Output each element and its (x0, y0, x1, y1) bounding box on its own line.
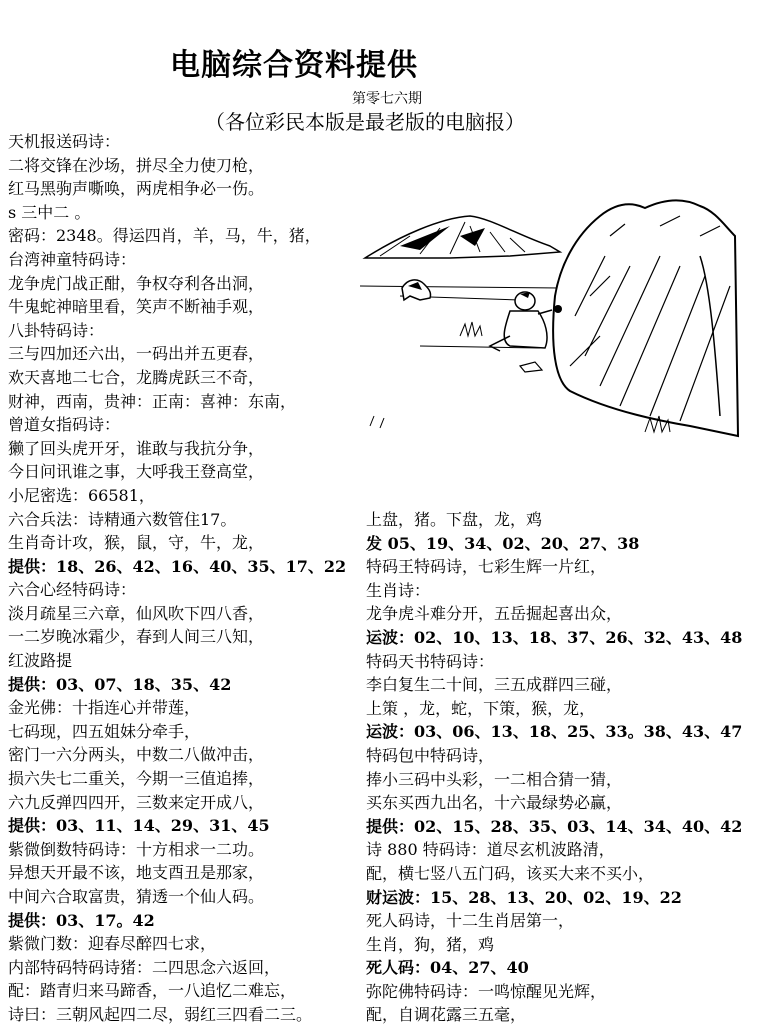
text-line: 内部特码特码诗猪：二四思念六返回， (8, 957, 281, 977)
text-line: 台湾神童特码诗： (8, 249, 137, 269)
text-line: 中间六合取富贵，猜透一个仙人码。 (8, 887, 265, 906)
text-line: 三与四加还六出，一码出并五更春， (8, 344, 265, 364)
number-line: 运波：03、06、13、18、25、33。38、43、47 (366, 722, 743, 742)
page-subtitle: （各位彩民本版是最老版的电脑报） (205, 110, 525, 134)
number-line: 提供：18、26、42、16、40、35、17、22 (8, 556, 347, 576)
text-line: 诗曰：三朝风起四二尽，弱红三四看二三。 (8, 1004, 313, 1024)
number-line: 提供：02、15、28、35、03、14、34、40、42 (366, 816, 743, 836)
text-line: 红马黑驹声嘶唤，两虎相争必一伤。 (8, 179, 265, 199)
number-line: 财运波：15、28、13、20、02、19、22 (366, 887, 682, 907)
text-line: 李白复生二十间，三五成群四三碰， (366, 675, 623, 695)
text-line: 财神，西南，贵神：正南：喜神：东南， (8, 391, 297, 411)
number-line: 死人码：04、27、40 (366, 958, 529, 978)
number-line: 提供：03、07、18、35、42 (8, 674, 232, 694)
text-line: 死人码诗，十二生肖居第一， (366, 911, 575, 931)
issue-number: 第零七六期 (352, 91, 422, 107)
text-line: 金光佛：十指连心并带莲， (8, 698, 201, 718)
text-line: 特码天书特码诗： (366, 651, 495, 671)
text-line: 二将交锋在沙场，拼尽全力使刀枪， (8, 155, 265, 175)
text-line: 红波路提 (8, 651, 73, 671)
text-line: 紫微门数：迎春尽醉四七求， (8, 934, 217, 954)
text-line: 淡月疏星三六章，仙风吹下四八香， (8, 603, 265, 623)
text-line: 欢天喜地二七合，龙腾虎跃三不奇， (8, 367, 265, 387)
text-line: 上策 ，龙，蛇，下策，猴，龙， (366, 698, 596, 718)
text-line: 牛鬼蛇神暗里看，笑声不断袖手观， (8, 297, 265, 317)
text-line: 特码包中特码诗， (366, 745, 495, 765)
text-line: 生肖，狗，猪，鸡 (366, 934, 495, 954)
text-line: 诗 880 特码诗：道尽玄机波路清， (366, 840, 615, 860)
text-line: 龙争虎门战正酣，争权夺利各出洞， (8, 273, 265, 293)
text-line: 六九反弹四四开，三数来定开成八， (8, 792, 265, 812)
text-line: 上盘，猪。下盘，龙，鸡 (366, 510, 543, 529)
text-line: 配，横七竖八五门码，该买大来不买小， (366, 863, 655, 883)
text-line: 异想天开最不该，地支酉丑是那家， (8, 863, 265, 883)
text-line: 配，自调花露三五毫， (366, 1005, 527, 1025)
text-line: 七码现，四五姐妹分牵手， (8, 721, 201, 741)
right-column (366, 508, 742, 1027)
number-line: 发 05、19、34、02、20、27、38 (366, 533, 640, 553)
text-line: 小尼密选：66581， (8, 485, 155, 505)
number-line: 提供：03、11、14、29、31、45 (8, 816, 270, 836)
text-line: 配：踏青归来马蹄香，一八追忆二难忘， (8, 981, 297, 1001)
landscape-illustration (360, 196, 740, 496)
page-title: 电脑综合资料提供 (170, 48, 418, 83)
text-line: 生肖奇计攻，猴，鼠，守，牛，龙， (8, 533, 265, 553)
text-line: 曾道女指码诗： (8, 415, 121, 435)
text-line: 生肖诗： (366, 580, 431, 600)
text-line: 八卦特码诗： (8, 320, 105, 340)
text-line: 天机报送码诗： (8, 132, 121, 151)
text-line: 买东买西九出名，十六最绿势必赢， (366, 793, 623, 813)
text-line: 獭了回头虎开牙，谁敢与我抗分争， (8, 438, 265, 458)
text-line: 弥陀佛特码诗：一鸣惊醒见光辉， (366, 981, 607, 1001)
left-column (8, 130, 346, 1027)
text-line: 密码：2348。得运四肖，羊，马，牛，猪， (8, 226, 321, 246)
text-line: 龙争虎斗难分开，五岳掘起喜出众， (366, 604, 623, 624)
text-line: 捧小三码中头彩，一二相合猜一猜， (366, 769, 623, 789)
text-line: s 三中二 。 (8, 202, 91, 222)
text-line: 一二岁晚冰霜少，春到人间三八知， (8, 627, 265, 647)
text-line: 特码王特码诗，七彩生辉一片红， (366, 557, 607, 577)
text-line: 损六失七二重关，今期一三值追捧， (8, 769, 265, 789)
number-line: 提供：03、17。42 (8, 910, 155, 930)
text-line: 六合心经特码诗： (8, 580, 137, 600)
text-line: 今日问讯谁之事，大呼我王登高堂， (8, 462, 265, 482)
text-line: 密门一六分两头，中数二八做冲击， (8, 745, 265, 765)
text-line: 六合兵法：诗精通六数管住17。 (8, 509, 237, 529)
text-line: 紫微倒数特码诗：十方相求一二功。 (8, 839, 265, 859)
number-line: 运波：02、10、13、18、37、26、32、43、48 (366, 627, 743, 647)
